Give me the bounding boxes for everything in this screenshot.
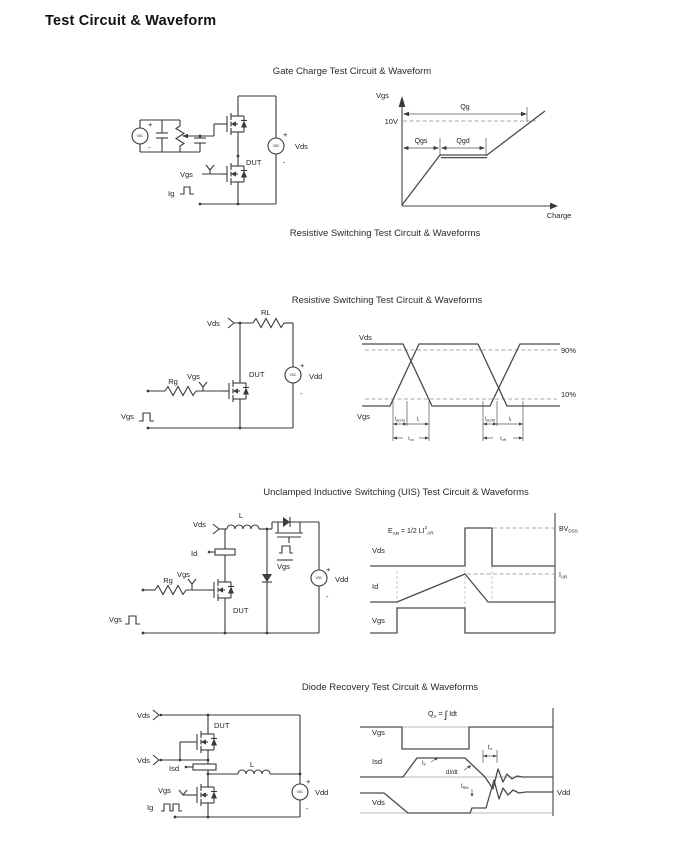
y-axis-label: Vgs xyxy=(376,91,389,100)
vdc-source-label: VDC xyxy=(136,134,144,139)
vds-label: Vds xyxy=(295,142,308,151)
rg-label: Rg xyxy=(168,377,178,386)
uis-wiring xyxy=(125,517,327,633)
vgs-probe-label: Vgs xyxy=(187,372,200,381)
minus-label: - xyxy=(148,143,151,152)
minus-label: - xyxy=(326,592,329,601)
vds-trace xyxy=(360,780,553,813)
plus-label: + xyxy=(283,130,288,139)
dut-label: DUT xyxy=(233,606,249,615)
didt-label: dI/dt xyxy=(446,770,458,776)
bvdss-label: $BV_{DSS}$ xyxy=(559,526,578,534)
driver-mosfet-icon xyxy=(190,777,217,813)
qgs-label: Qgs xyxy=(414,138,428,145)
vgs-trace-label: Vgs xyxy=(372,616,385,625)
dut-label: DUT xyxy=(249,370,265,379)
isd-label: Isd xyxy=(169,764,180,773)
rg-label: Rg xyxy=(163,576,173,585)
gate-charge-section-title: Gate Charge Test Circuit & Waveform xyxy=(272,66,432,77)
vdc-source-label: VDC xyxy=(272,144,280,149)
id-trace xyxy=(370,574,555,602)
plus-label: + xyxy=(306,777,311,786)
vgs-trace xyxy=(370,608,555,633)
if-label: IF xyxy=(422,761,426,768)
vds-trace-label: Vds xyxy=(359,333,372,342)
resistive-section-title: Resistive Switching Test Circuit & Waveforms xyxy=(291,295,483,306)
vgs-trace-label: Vgs xyxy=(372,728,385,737)
dut-mosfet-icon xyxy=(222,373,249,409)
rg-resistor-icon xyxy=(165,387,196,396)
irm-label: IRM xyxy=(461,784,469,791)
iar-label: $I_{AR}$ xyxy=(559,572,568,580)
vdc-source-label: VDC xyxy=(315,576,323,581)
vds-trace-label: Vds xyxy=(372,798,385,807)
qg-label: Qg xyxy=(460,104,470,111)
x-axis-arrow-icon xyxy=(550,203,558,210)
diode-icon xyxy=(262,574,272,582)
vdd-level-label: Vdd xyxy=(557,788,571,797)
dut-mosfet-icon xyxy=(220,156,247,192)
inductor-label: L xyxy=(238,511,244,520)
vgs-trace xyxy=(362,344,560,406)
uis-section-title: Unclamped Inductive Switching (UIS) Test Circuit & Waveforms xyxy=(263,487,529,498)
vgs-label: Vgs xyxy=(180,170,193,179)
dut-mosfet-icon xyxy=(190,724,217,760)
inductor-label: L xyxy=(249,760,255,769)
y-axis-arrow-icon xyxy=(399,96,406,107)
vdc-source-label: VDC xyxy=(289,373,297,378)
dut-mosfet-icon xyxy=(207,572,234,608)
plus-label: + xyxy=(300,361,305,370)
trr-label: trr xyxy=(487,745,493,752)
rl-resistor-icon xyxy=(253,319,284,328)
vds-trace-label: Vds xyxy=(372,546,385,555)
90pct-label: 90% xyxy=(561,346,577,355)
x-axis-label: Charge xyxy=(546,211,572,220)
td-off-label: $t_{d(off)}$ xyxy=(484,416,496,423)
vgs-trace-label: Vgs xyxy=(357,412,370,421)
plus-label: + xyxy=(326,565,331,574)
vgs-clamp-label: Vgs xyxy=(277,562,290,571)
diode-recovery-circuit-diagram xyxy=(95,695,350,845)
gate-charge-circuit-diagram xyxy=(112,86,334,218)
qgd-label: Qgd xyxy=(456,138,470,145)
qrr-formula-label: $Q_{rr}$ = ∫ Idt xyxy=(428,710,457,721)
gate-charge-waveform-plot xyxy=(362,82,610,222)
plus-label: + xyxy=(148,120,153,129)
resistive-note-title: Resistive Switching Test Circuit & Waveforms xyxy=(289,228,481,239)
uis-circuit-diagram xyxy=(95,500,350,650)
page-title: Test Circuit & Waveform xyxy=(45,13,217,29)
inductor-icon xyxy=(238,770,270,774)
ig-label: Ig xyxy=(168,189,175,198)
isd-trace-label: Isd xyxy=(372,757,383,766)
vgs-probe-label: Vgs xyxy=(177,570,190,579)
vds-trace xyxy=(362,344,560,406)
diode-recovery-waveform-plot xyxy=(360,700,645,835)
vgs-probe-label: Vgs xyxy=(158,786,171,795)
vds-bottom-label: Vds xyxy=(137,756,150,765)
tr-label: $t_r$ xyxy=(416,416,420,423)
td-on-label: $t_{d(on)}$ xyxy=(394,416,406,423)
vgs-source-label: Vgs xyxy=(121,412,134,421)
minus-label: - xyxy=(300,389,303,398)
rl-label: RL xyxy=(261,308,271,317)
vgs-trace xyxy=(360,727,553,752)
minus-label: - xyxy=(283,158,286,167)
10v-level-label: 10V xyxy=(384,117,398,126)
dut-label: DUT xyxy=(214,721,230,730)
ton-label: $t_{on}$ xyxy=(408,436,414,443)
id-trace-label: Id xyxy=(372,582,379,591)
energy-formula-label: $E_{AR} = 1/2$ $LI^2_{AR}$ xyxy=(388,525,434,536)
vgs-source-label: Vgs xyxy=(109,615,122,624)
ig-label: Ig xyxy=(147,803,154,812)
mosfet-icon xyxy=(220,106,247,142)
10pct-label: 10% xyxy=(561,390,577,399)
vdd-label: Vdd xyxy=(335,575,349,584)
minus-label: - xyxy=(306,804,309,813)
clamp-body-diode-icon xyxy=(283,517,290,527)
vds-top-label: Vds xyxy=(137,711,150,720)
current-sense-dot-icon xyxy=(208,551,211,554)
dut-label: DUT xyxy=(246,158,262,167)
uis-waveform-plot xyxy=(370,505,620,645)
resistive-wiring xyxy=(139,318,301,428)
id-label: Id xyxy=(191,549,198,558)
resistive-circuit-diagram xyxy=(103,303,340,443)
tf-label: $t_f$ xyxy=(508,416,512,423)
vdd-label: Vdd xyxy=(309,372,323,381)
gate-charge-wiring xyxy=(132,96,284,204)
vdd-label: Vdd xyxy=(315,788,329,797)
current-sense-dot-icon xyxy=(185,766,188,769)
vds-label: Vds xyxy=(193,520,206,529)
vdc-source-label: VDC xyxy=(296,790,304,795)
vds-label: Vds xyxy=(207,319,220,328)
diode-recovery-section-title: Diode Recovery Test Circuit & Waveforms xyxy=(301,682,479,693)
inductor-icon xyxy=(227,525,259,529)
toff-label: $t_{off}$ xyxy=(500,436,506,443)
resistive-waveform-plot xyxy=(347,327,625,445)
rg-resistor-icon xyxy=(155,586,186,595)
